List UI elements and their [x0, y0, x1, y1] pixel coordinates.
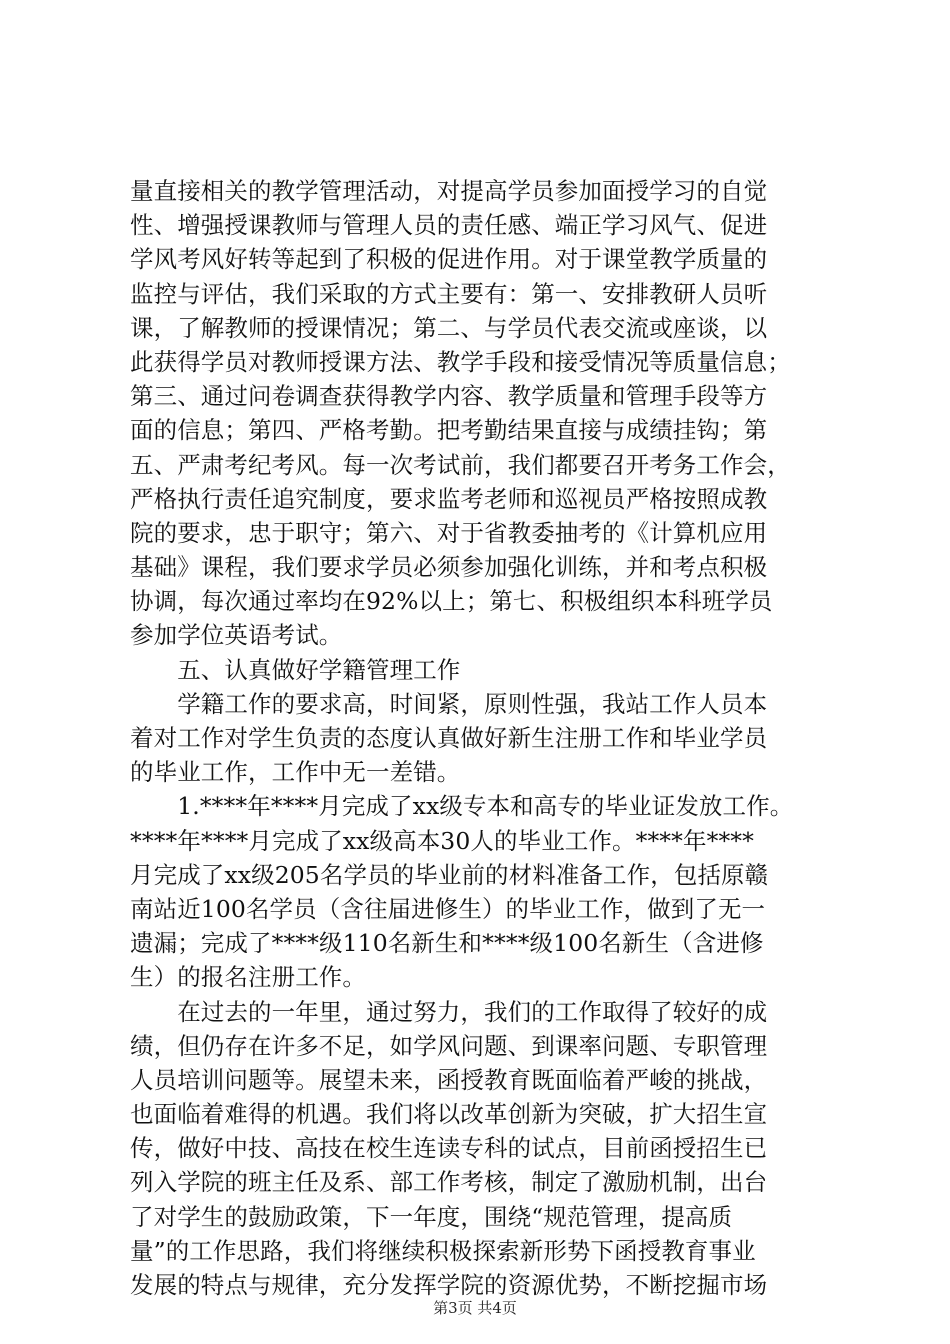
body-text-line: 基础》课程，我们要求学员必须参加强化训练，并和考点积极	[130, 553, 768, 582]
body-text-line: 参加学位英语考试。	[130, 621, 343, 650]
body-text-line: 南站近100名学员（含往届进修生）的毕业工作，做到了无一	[130, 894, 766, 923]
body-text-line: 院的要求，忠于职守；第六、对于省教委抽考的《计算机应用	[130, 518, 768, 547]
body-text-line: 了对学生的鼓励政策，下一年度，围绕“规范管理，提高质	[130, 1202, 733, 1231]
body-text-line: 月完成了xx级205名学员的毕业前的材料准备工作，包括原赣	[130, 860, 769, 889]
body-text-line: 列入学院的班主任及系、部工作考核，制定了激励机制，出台	[130, 1168, 768, 1197]
body-text-line: 此获得学员对教师授课方法、教学手段和接受情况等质量信息；	[130, 347, 791, 376]
body-text-line: 也面临着难得的机遇。我们将以改革创新为突破，扩大招生宣	[130, 1100, 768, 1129]
page-number-footer: 第3页 共4页	[433, 1299, 517, 1317]
document-body	[130, 174, 835, 1302]
body-text-line: 监控与评估，我们采取的方式主要有：第一、安排教研人员听	[130, 279, 768, 308]
body-text-line: 人员培训问题等。展望未来，函授教育既面临着严峻的挑战，	[130, 1065, 768, 1094]
body-text-line: ****年****月完成了xx级高本30人的毕业工作。****年****	[130, 826, 755, 855]
body-text-line: 协调，每次通过率均在92%以上；第七、积极组织本科班学员	[130, 587, 773, 616]
body-text-line: 学风考风好转等起到了积极的促进作用。对于课堂教学质量的	[130, 245, 768, 274]
body-text-line: 面的信息；第四、严格考勤。把考勤结果直接与成绩挂钩；第	[130, 416, 768, 445]
body-text-line: 传，做好中技、高技在校生连读专科的试点，目前函授招生已	[130, 1134, 768, 1163]
body-text-line: 着对工作对学生负责的态度认真做好新生注册工作和毕业学员	[130, 724, 768, 752]
body-text-line: 学籍工作的要求高，时间紧，原则性强，我站工作人员本	[130, 689, 768, 718]
body-text-line: 遗漏；完成了****级110名新生和****级100名新生（含进修	[130, 929, 764, 958]
body-text-line: 量”的工作思路，我们将继续积极探索新形势下函授教育事业	[130, 1236, 756, 1265]
body-text-line: 的毕业工作，工作中无一差错。	[130, 758, 461, 787]
body-text-line: 在过去的一年里，通过努力，我们的工作取得了较好的成	[130, 997, 768, 1026]
body-text-line: 绩，但仍存在许多不足，如学风问题、到课率问题、专职管理	[130, 1031, 768, 1060]
body-text-line: 五、严肃考纪考风。每一次考试前，我们都要召开考务工作会，	[130, 450, 791, 479]
body-text-line: 量直接相关的教学管理活动，对提高学员参加面授学习的自觉	[130, 177, 768, 205]
body-text-line: 课，了解教师的授课情况；第二、与学员代表交流或座谈，以	[130, 313, 768, 342]
section-heading: 五、认真做好学籍管理工作	[130, 655, 461, 684]
body-text-line: 发展的特点与规律，充分发挥学院的资源优势，不断挖掘市场	[130, 1271, 768, 1299]
body-text-line: 生）的报名注册工作。	[130, 963, 366, 992]
body-text-line: 第三、通过问卷调查获得教学内容、教学质量和管理手段等方	[130, 382, 768, 411]
body-text-line: 1.****年****月完成了xx级专本和高专的毕业证发放工作。	[130, 792, 794, 821]
body-text-line: 性、增强授课教师与管理人员的责任感、端正学习风气、促进	[130, 211, 768, 240]
body-text-line: 严格执行责任追究制度，要求监考老师和巡视员严格按照成教	[130, 484, 768, 513]
